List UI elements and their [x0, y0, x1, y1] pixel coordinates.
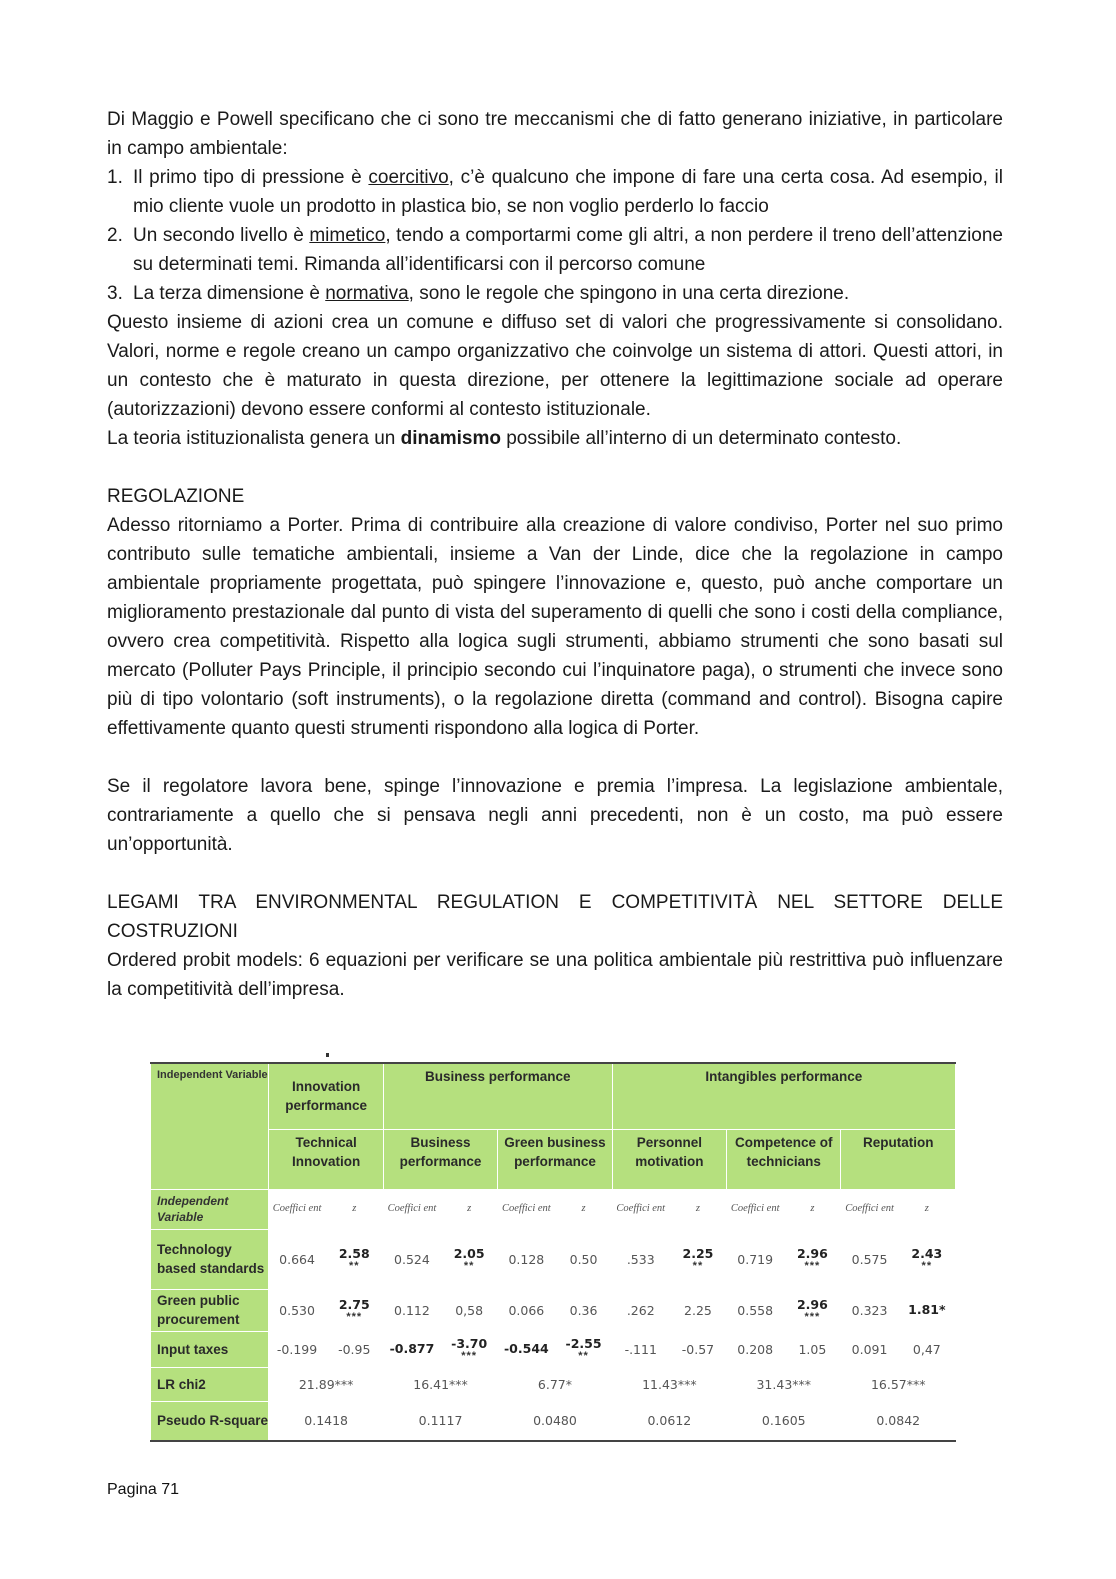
model-header: Reputation — [841, 1129, 956, 1189]
coefficient-header: Coeffici ent — [841, 1189, 898, 1229]
model-header: Technical Innovation — [269, 1129, 383, 1189]
significance-stars: ** — [463, 1259, 475, 1272]
z-header: z — [784, 1189, 841, 1229]
item-text: , sono le regole che spingono in una certa direzione. — [408, 283, 850, 304]
term-mimetico: mimetico — [309, 225, 386, 246]
coefficient-header: Coeffici ent — [727, 1189, 784, 1229]
coefficient-cell: -0.877 — [383, 1331, 440, 1367]
results-table — [150, 1062, 956, 1440]
lr-chi2-value: 16.57*** — [841, 1367, 956, 1401]
z-header: z — [669, 1189, 726, 1229]
z-cell — [669, 1331, 726, 1367]
pseudo-r-square-value: 0.1605 — [727, 1401, 841, 1441]
z-cell — [325, 1229, 383, 1289]
lr-chi2-value: 31.43*** — [727, 1367, 841, 1401]
item-text: , tendo a comportarmi come gli altri, a non perdere il treno dell’attenzione su determinati temi. Rimanda all’identificarsi con il percorso comune — [133, 225, 1003, 275]
model-header: Business performance — [383, 1129, 497, 1189]
list-item — [107, 221, 1003, 279]
z-value: 0.50 — [569, 1251, 598, 1267]
item-text: Il primo tipo di pressione è — [133, 167, 369, 188]
coefficient-cell: 0.558 — [727, 1289, 784, 1331]
paragraph: Questo insieme di azioni crea un comune e diffuso set di valori che progressivamente si consolidano. Valori, norme e regole creano un campo organizzativo che coinvolge un sistema di attori. Questi attori, in un contesto che è maturato in questa direzione, per ottenere la legittimazione sociale ad operare (autorizzazioni) devono essere conformi al contesto istituzionale. — [107, 312, 1003, 420]
z-value: -2.55 — [565, 1335, 602, 1351]
coefficient-cell: -0.544 — [498, 1331, 555, 1367]
z-header: z — [325, 1189, 383, 1229]
item-text: Un secondo livello è — [133, 225, 310, 246]
z-cell — [555, 1229, 612, 1289]
z-cell — [669, 1289, 726, 1331]
paragraph: Ordered probit models: 6 equazioni per verificare se una politica ambientale più restrittiva può influenzare la competitività dell’impresa. — [107, 950, 1003, 1000]
coefficient-cell: 0.530 — [269, 1289, 325, 1331]
paragraph: Se il regolatore lavora bene, spinge l’innovazione e premia l’impresa. La legislazione ambientale, contrariamente a quello che si pensava negli anni precedenti, non è un costo, ma può essere un’opportunità. — [107, 776, 1003, 855]
pseudo-r-square-value: 0.1117 — [383, 1401, 497, 1441]
row-label: LR chi2 — [151, 1367, 269, 1401]
z-value: -0.95 — [338, 1341, 371, 1357]
pseudo-r-square-value: 0.0480 — [498, 1401, 612, 1441]
row-label: Pseudo R-square — [151, 1401, 269, 1441]
z-value: 2.43 — [911, 1245, 943, 1261]
coefficient-cell: 0.719 — [727, 1229, 784, 1289]
z-value: 2.96 — [796, 1245, 828, 1261]
z-cell — [898, 1229, 955, 1289]
z-value: 2.25 — [684, 1302, 712, 1318]
significance-stars: *** — [346, 1310, 363, 1323]
z-value: 0.36 — [569, 1302, 598, 1318]
z-header: z — [898, 1189, 955, 1229]
pseudo-r-square-value: 0.1418 — [269, 1401, 383, 1441]
lr-chi2-value: 21.89*** — [269, 1367, 383, 1401]
section-heading-legami: LEGAMI TRA ENVIRONMENTAL REGULATION E COMPETITIVITÀ NEL SETTORE DELLE COSTRUZIONI — [107, 892, 1003, 942]
z-cell — [784, 1331, 841, 1367]
z-value: 2.05 — [453, 1245, 485, 1261]
z-value: -3.70 — [451, 1335, 488, 1351]
significance-stars: ** — [348, 1259, 360, 1272]
subheader-label: Independent Variable — [151, 1189, 269, 1229]
significance-stars: ** — [921, 1259, 933, 1272]
z-value: 2.75 — [338, 1296, 370, 1312]
pseudo-r-square-value: 0.0842 — [841, 1401, 956, 1441]
bold-term: dinamismo — [400, 428, 501, 449]
z-cell — [784, 1289, 841, 1331]
stray-dot — [326, 1053, 329, 1057]
coefficient-cell: .533 — [612, 1229, 669, 1289]
model-header: Competence of technicians — [727, 1129, 841, 1189]
coefficient-cell: -0.199 — [269, 1331, 325, 1367]
lr-chi2-value: 6.77* — [498, 1367, 612, 1401]
list-number: 1. — [107, 167, 123, 188]
text: La teoria istituzionalista genera un — [107, 428, 401, 449]
z-value: 2.96 — [796, 1296, 828, 1312]
z-value: -0.57 — [681, 1341, 715, 1357]
lr-chi2-value: 16.41*** — [383, 1367, 497, 1401]
z-value: 2.58 — [338, 1245, 370, 1261]
z-cell — [325, 1289, 383, 1331]
page-number: Pagina 71 — [107, 1481, 180, 1498]
significance-stars: ** — [692, 1259, 704, 1272]
z-cell — [784, 1229, 841, 1289]
mechanisms-list — [107, 163, 1003, 308]
significance-stars: *** — [461, 1349, 478, 1362]
coefficient-cell: 0.524 — [383, 1229, 440, 1289]
coefficient-header: Coeffici ent — [498, 1189, 555, 1229]
item-text: La terza dimensione è — [133, 283, 326, 304]
z-header: z — [441, 1189, 498, 1229]
row-label: Input taxes — [151, 1331, 269, 1367]
item-text: , c’è qualcuno che impone di fare una certa cosa. Ad esempio, il mio cliente vuole un prodotto in plastica bio, se non voglio perderlo lo faccio — [133, 167, 1003, 217]
z-value: 1.05 — [798, 1341, 827, 1357]
paragraph: Adesso ritorniamo a Porter. Prima di contribuire alla creazione di valore condiviso, Porter nel suo primo contributo sulle tematiche ambientali, insieme a Van der Linde, dice che la regolazione in campo ambientale propriamente progettata, può spingere l’innovazione e, questo, può anche comportare un miglioramento prestazionale dal punto di vista del superamento di quelli che sono i costi della compliance, ovvero crea competitività. Rispetto alla logica sugli strumenti, abbiamo strumenti che sono basati sul mercato (Polluter Pays Principle, il principio secondo cui l’inquinatore paga), o strumenti che invece sono più di tipo volontario (soft instruments), o la regolazione diretta (command and control). Bisogna capire effettivamente quanto questi strumenti rispondono alla logica di Porter. — [107, 515, 1003, 739]
coefficient-cell: 0.066 — [498, 1289, 555, 1331]
coefficient-cell: 0.208 — [727, 1331, 784, 1367]
z-cell — [555, 1289, 612, 1331]
group-header: Innovation performance — [269, 1063, 383, 1129]
coefficient-header: Coeffici ent — [269, 1189, 325, 1229]
coefficient-cell: 0.664 — [269, 1229, 325, 1289]
coefficient-cell: .262 — [612, 1289, 669, 1331]
section-heading-regolazione: REGOLAZIONE — [107, 486, 245, 507]
intro-paragraph: Di Maggio e Powell specificano che ci sono tre meccanismi che di fatto generano iniziative, in particolare in campo ambientale: — [107, 109, 1003, 159]
z-cell — [325, 1331, 383, 1367]
z-cell — [898, 1289, 955, 1331]
z-value: 1.81* — [908, 1302, 946, 1317]
z-value: 0,58 — [455, 1302, 484, 1318]
z-cell — [669, 1229, 726, 1289]
results-table-grid — [150, 1062, 956, 1442]
significance-stars: *** — [804, 1310, 821, 1323]
term-normativa: normativa — [325, 283, 409, 304]
group-header: Intangibles performance — [612, 1063, 955, 1129]
list-number: 2. — [107, 225, 123, 246]
row-label: Technology based standards — [151, 1229, 269, 1289]
z-value: 0,47 — [912, 1341, 941, 1357]
paragraph — [107, 424, 1003, 453]
list-number: 3. — [107, 283, 123, 304]
z-cell — [898, 1331, 955, 1367]
z-value: 2.25 — [682, 1245, 714, 1261]
coefficient-cell: 0.128 — [498, 1229, 555, 1289]
body-text — [107, 105, 1003, 1004]
significance-stars: *** — [804, 1259, 821, 1272]
list-item — [107, 279, 1003, 308]
significance-stars: ** — [578, 1349, 589, 1362]
coefficient-cell: -.111 — [612, 1331, 669, 1367]
pseudo-r-square-value: 0.0612 — [612, 1401, 726, 1441]
coefficient-cell: 0.091 — [841, 1331, 898, 1367]
model-header: Personnel motivation — [612, 1129, 726, 1189]
coefficient-cell: 0.575 — [841, 1229, 898, 1289]
text: possibile all’interno di un determinato contesto. — [500, 428, 902, 449]
coefficient-cell: 0.323 — [841, 1289, 898, 1331]
term-coercitivo: coercitivo — [368, 167, 449, 188]
z-cell — [441, 1229, 498, 1289]
row-label: Green public procurement — [151, 1289, 269, 1331]
lr-chi2-value: 11.43*** — [612, 1367, 726, 1401]
z-cell — [555, 1331, 612, 1367]
coefficient-header: Coeffici ent — [383, 1189, 440, 1229]
model-header: Green business performance — [498, 1129, 612, 1189]
group-header: Business performance — [383, 1063, 612, 1129]
coefficient-header: Coeffici ent — [612, 1189, 669, 1229]
z-cell — [441, 1331, 498, 1367]
list-item — [107, 163, 1003, 221]
coefficient-cell: 0.112 — [383, 1289, 440, 1331]
z-header: z — [555, 1189, 612, 1229]
corner-cell: Independent Variable — [151, 1063, 269, 1189]
z-cell — [441, 1289, 498, 1331]
